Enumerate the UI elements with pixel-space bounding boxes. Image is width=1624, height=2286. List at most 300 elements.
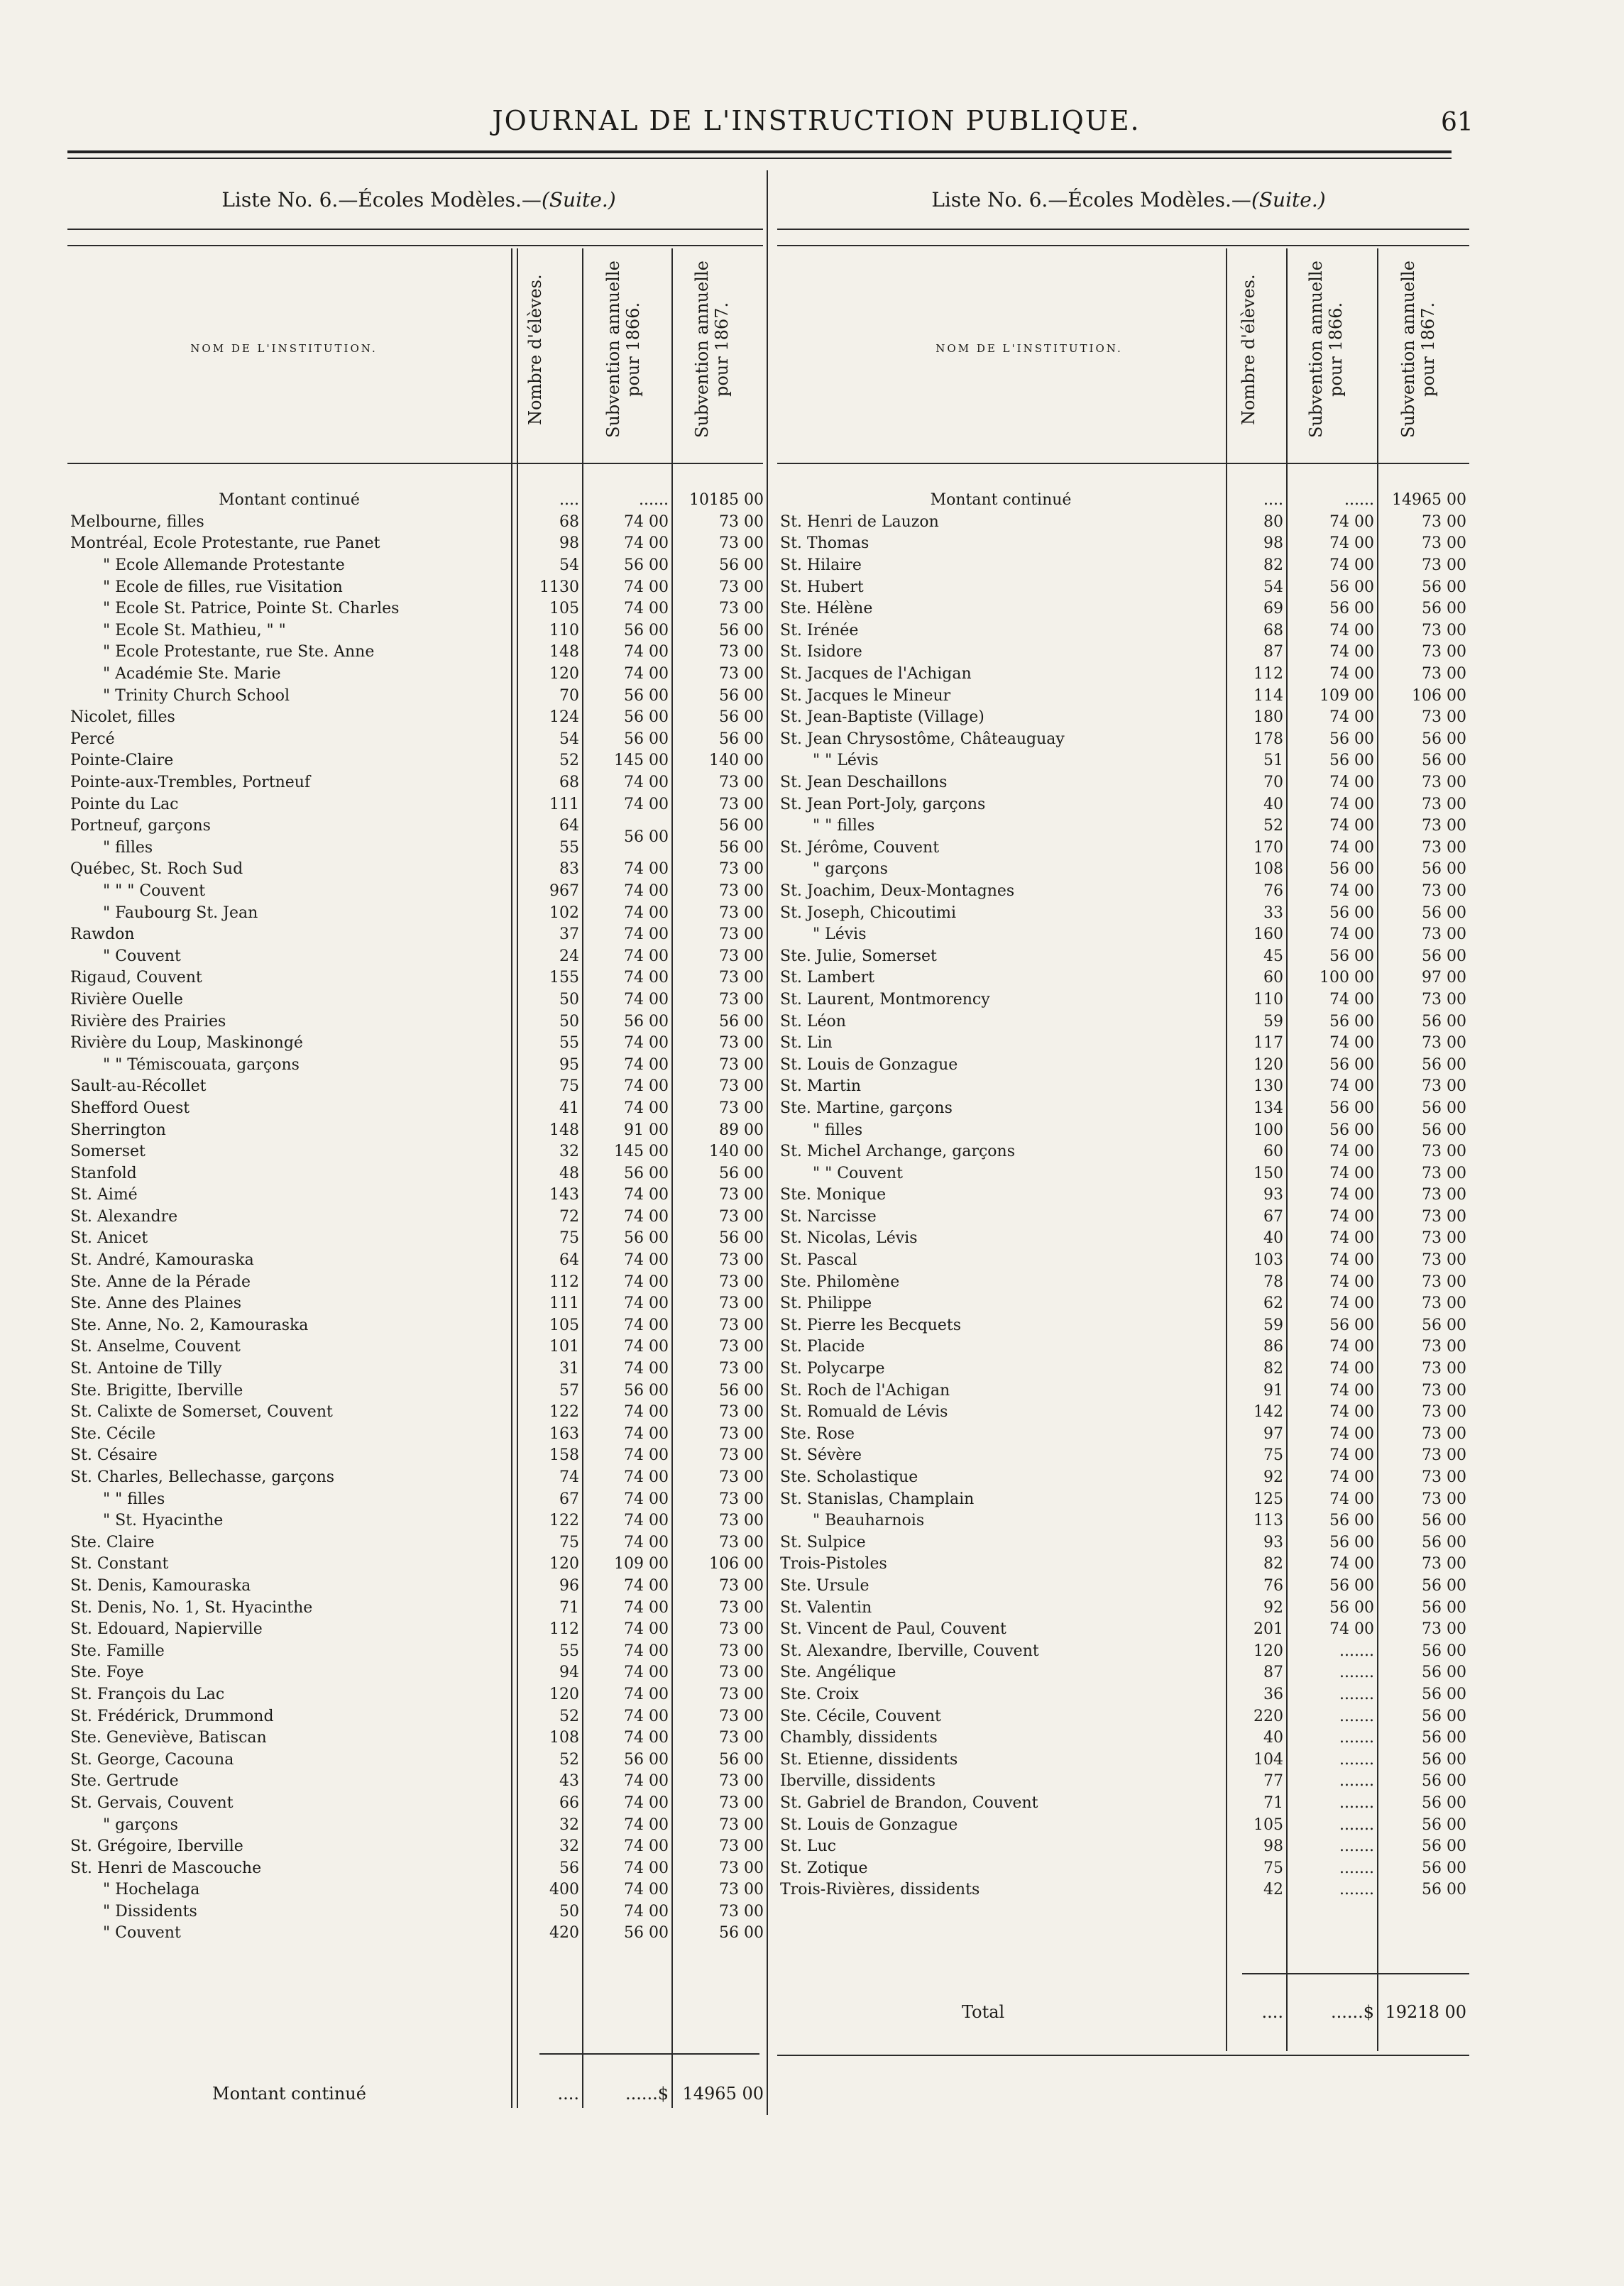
institution-name: Ste. Angélique bbox=[780, 1664, 896, 1682]
table-row bbox=[777, 902, 1469, 924]
left-col-1866-header: Subvention annuelle pour 1866. bbox=[603, 260, 643, 439]
subvention-1866: 74 00 bbox=[624, 903, 669, 922]
table-row bbox=[777, 859, 1469, 881]
eleves-count: 52 bbox=[559, 1750, 579, 1769]
eleves-count: 24 bbox=[559, 947, 579, 965]
institution-name: Ste. Croix bbox=[780, 1685, 859, 1703]
eleves-count: 143 bbox=[549, 1186, 579, 1204]
subvention-1867: 73 00 bbox=[1422, 1295, 1466, 1313]
table-row bbox=[777, 1033, 1469, 1055]
table-row bbox=[67, 1488, 767, 1510]
institution-name: Ste. Cécile bbox=[70, 1424, 156, 1443]
eleves-count: 124 bbox=[549, 708, 579, 727]
subvention-1867: 73 00 bbox=[1422, 1555, 1466, 1573]
table-row bbox=[777, 1879, 1469, 1901]
subvention-1866: 56 00 bbox=[624, 621, 669, 639]
subvention-1867: 73 00 bbox=[719, 1793, 764, 1812]
subvention-1866: 74 00 bbox=[1329, 556, 1374, 575]
eleves-count: 37 bbox=[559, 925, 579, 944]
subvention-1866: ....... bbox=[1339, 1707, 1374, 1725]
eleves-count: 120 bbox=[1253, 1055, 1283, 1074]
table-row bbox=[777, 1727, 1469, 1749]
subvention-1867: 73 00 bbox=[1422, 556, 1466, 575]
eleves-count: 95 bbox=[559, 1055, 579, 1074]
eleves-count: 70 bbox=[1263, 774, 1283, 792]
eleves-count: 71 bbox=[1263, 1793, 1283, 1812]
table-row bbox=[777, 1271, 1469, 1293]
eleves-count: 92 bbox=[1263, 1468, 1283, 1487]
subvention-1867: 56 00 bbox=[1422, 1121, 1466, 1139]
table-row bbox=[777, 1684, 1469, 1706]
right-col-1866-header: Subvention annuelle pour 1866. bbox=[1306, 260, 1346, 439]
subvention-1866: 91 00 bbox=[624, 1121, 669, 1139]
institution-name: Trois-Rivières, dissidents bbox=[780, 1881, 980, 1899]
eleves-count: 108 bbox=[1253, 860, 1283, 879]
subvention-1866: 74 00 bbox=[624, 643, 669, 661]
table-row bbox=[777, 1554, 1469, 1576]
eleves-count: 76 bbox=[1263, 1576, 1283, 1595]
eleves-count: 64 bbox=[559, 817, 579, 835]
institution-name: St. Anselme, Couvent bbox=[70, 1338, 241, 1356]
institution-name: St. Pierre les Becquets bbox=[780, 1316, 962, 1334]
table-row bbox=[67, 1684, 767, 1706]
subvention-1866: 74 00 bbox=[624, 774, 669, 792]
subvention-1867: 73 00 bbox=[719, 1099, 764, 1117]
right-bottom-rule bbox=[777, 2055, 1469, 2056]
subvention-1866: 74 00 bbox=[624, 1664, 669, 1682]
subvention-1866: 74 00 bbox=[1329, 1229, 1374, 1248]
institution-name: St. Gervais, Couvent bbox=[70, 1793, 234, 1812]
subvention-1867: 56 00 bbox=[1422, 1664, 1466, 1682]
table-row bbox=[777, 620, 1469, 642]
institution-name: Pointe-Claire bbox=[70, 752, 174, 770]
institution-name: " Faubourg St. Jean bbox=[103, 903, 258, 922]
subvention-1866: 74 00 bbox=[1329, 534, 1374, 553]
table-row bbox=[67, 1250, 767, 1272]
table-row bbox=[777, 1011, 1469, 1033]
institution-name: " Couvent bbox=[103, 1924, 181, 1942]
subvention-1866: 74 00 bbox=[624, 881, 669, 900]
table-row bbox=[67, 1054, 767, 1076]
subvention-1867: 56 00 bbox=[1422, 578, 1466, 596]
table-row bbox=[67, 793, 767, 815]
subvention-1867: 56 00 bbox=[1422, 1793, 1466, 1812]
table-row bbox=[777, 772, 1469, 794]
institution-name: St. Denis, No. 1, St. Hyacinthe bbox=[70, 1598, 313, 1617]
table-row bbox=[777, 1424, 1469, 1446]
subvention-1867: 73 00 bbox=[719, 1881, 764, 1899]
table-row bbox=[777, 707, 1469, 729]
subvention-1867: 73 00 bbox=[719, 1707, 764, 1725]
table-row bbox=[67, 1119, 767, 1141]
portneuf-brace-value: 56 00 bbox=[624, 828, 669, 846]
left-end-table bbox=[67, 2083, 767, 2105]
subvention-1866: 56 00 bbox=[624, 1164, 669, 1182]
eleves-count: 148 bbox=[549, 1121, 579, 1139]
subvention-1866: 56 00 bbox=[1329, 1512, 1374, 1530]
subvention-1866: 74 00 bbox=[1329, 1555, 1374, 1573]
institution-name: Ste. Claire bbox=[70, 1533, 155, 1551]
table-row bbox=[67, 555, 767, 577]
institution-name: St. Anicet bbox=[70, 1229, 148, 1248]
subvention-1866: 100 00 bbox=[1320, 969, 1374, 987]
eleves-count: 105 bbox=[1253, 1815, 1283, 1834]
subvention-1867: 73 00 bbox=[1422, 1381, 1466, 1400]
institution-name: " garçons bbox=[103, 1815, 178, 1834]
subvention-1866: 74 00 bbox=[1329, 1424, 1374, 1443]
eleves-count: 68 bbox=[559, 774, 579, 792]
subvention-1867: 73 00 bbox=[719, 1815, 764, 1834]
left-end-label: Montant continué bbox=[212, 2084, 366, 2104]
institution-name: " " Témiscouata, garçons bbox=[103, 1055, 300, 1074]
table-row bbox=[67, 642, 767, 664]
right-head-rule bbox=[777, 245, 1469, 246]
column-divider bbox=[767, 170, 768, 2115]
subvention-1866: 74 00 bbox=[624, 969, 669, 987]
institution-name: St. Alexandre bbox=[70, 1207, 178, 1226]
institution-name: St. Henri de Lauzon bbox=[780, 512, 939, 531]
subvention-1867: 56 00 bbox=[719, 1229, 764, 1248]
table-row bbox=[67, 1033, 767, 1055]
subvention-1867: 56 00 bbox=[1422, 600, 1466, 618]
institution-name: Ste. Anne, No. 2, Kamouraska bbox=[70, 1316, 309, 1334]
eleves-count: 112 bbox=[1253, 665, 1283, 683]
subvention-1867: 73 00 bbox=[1422, 512, 1466, 531]
eleves-count: 77 bbox=[1263, 1772, 1283, 1791]
institution-name: Ste. Foye bbox=[70, 1664, 144, 1682]
subvention-1867: 73 00 bbox=[719, 1424, 764, 1443]
institution-name: St. Luc bbox=[780, 1837, 836, 1856]
subvention-1866: ....... bbox=[1339, 1664, 1374, 1682]
institution-name: " " Lévis bbox=[813, 752, 879, 770]
subvention-1867: 73 00 bbox=[1422, 1338, 1466, 1356]
subvention-1867: 73 00 bbox=[1422, 1077, 1466, 1096]
subvention-1866: 74 00 bbox=[1329, 621, 1374, 639]
institution-name: St. Joachim, Deux-Montagnes bbox=[780, 881, 1015, 900]
subvention-1867: 73 00 bbox=[719, 947, 764, 965]
institution-name: St. Césaire bbox=[70, 1446, 158, 1465]
institution-name: Sherrington bbox=[70, 1121, 166, 1139]
institution-name: Iberville, dissidents bbox=[780, 1772, 936, 1791]
subvention-1866: 74 00 bbox=[624, 990, 669, 1009]
subvention-1867: 140 00 bbox=[709, 752, 764, 770]
subvention-1867: 73 00 bbox=[719, 925, 764, 944]
subvention-1866: 74 00 bbox=[624, 600, 669, 618]
left-list-title: Liste No. 6.—Écoles Modèles.—(Suite.) bbox=[221, 188, 616, 211]
right-col-name-header: NOM DE L'INSTITUTION. bbox=[936, 342, 1123, 355]
subvention-1867: 73 00 bbox=[719, 1772, 764, 1791]
subvention-1866: 74 00 bbox=[624, 1446, 669, 1465]
table-row bbox=[67, 1141, 767, 1163]
table-row bbox=[777, 1076, 1469, 1098]
subvention-1867: 73 00 bbox=[1422, 708, 1466, 727]
institution-name: " Ecole Allemande Protestante bbox=[103, 556, 345, 575]
institution-name: Percé bbox=[70, 730, 115, 748]
subvention-1866: 56 00 bbox=[1329, 903, 1374, 922]
institution-name: St. Jean Port-Joly, garçons bbox=[780, 795, 986, 813]
institution-name: Ste. Anne de la Pérade bbox=[70, 1273, 251, 1291]
institution-name: St. Grégoire, Iberville bbox=[70, 1837, 243, 1856]
table-row bbox=[777, 729, 1469, 751]
institution-name: " filles bbox=[813, 1121, 863, 1139]
institution-name: St. Lambert bbox=[780, 969, 874, 987]
table-row bbox=[67, 1011, 767, 1033]
eleves-count: 105 bbox=[549, 1316, 579, 1334]
subvention-1867: 56 00 bbox=[1422, 1642, 1466, 1660]
institution-name: St. Zotique bbox=[780, 1859, 868, 1877]
right-carried-row bbox=[777, 490, 1469, 512]
eleves-count: 92 bbox=[1263, 1598, 1283, 1617]
institution-name: St. Valentin bbox=[780, 1598, 872, 1617]
subvention-1867: 73 00 bbox=[719, 1598, 764, 1617]
subvention-1866: 74 00 bbox=[1329, 817, 1374, 835]
subvention-1866: 74 00 bbox=[624, 1881, 669, 1899]
subvention-1867: 73 00 bbox=[1422, 1360, 1466, 1378]
table-row bbox=[67, 1380, 767, 1402]
subvention-1867: 73 00 bbox=[1422, 1446, 1466, 1465]
subvention-1867: 56 00 bbox=[1422, 947, 1466, 965]
institution-name: " Lévis bbox=[813, 925, 867, 944]
eleves-count: 40 bbox=[1263, 795, 1283, 813]
institution-name: St. Frédérick, Drummond bbox=[70, 1707, 274, 1725]
institution-name: St. Jean-Baptiste (Village) bbox=[780, 708, 984, 727]
table-row bbox=[67, 902, 767, 924]
subvention-1866: 74 00 bbox=[624, 1424, 669, 1443]
table-row bbox=[777, 750, 1469, 772]
table-row bbox=[67, 1749, 767, 1771]
institution-name: Ste. Anne des Plaines bbox=[70, 1295, 242, 1313]
eleves-count: 69 bbox=[1263, 600, 1283, 618]
subvention-1866: 56 00 bbox=[1329, 1055, 1374, 1074]
subvention-1866: 74 00 bbox=[624, 665, 669, 683]
page-number: 61 bbox=[1441, 108, 1474, 137]
table-row bbox=[777, 837, 1469, 859]
subvention-1866: 56 00 bbox=[1329, 752, 1374, 770]
subvention-1867: 106 00 bbox=[1412, 686, 1466, 705]
eleves-count: 59 bbox=[1263, 1012, 1283, 1031]
subvention-1866: ....... bbox=[1339, 1750, 1374, 1769]
subvention-1866: 74 00 bbox=[624, 1729, 669, 1747]
subvention-1866: 74 00 bbox=[624, 1034, 669, 1053]
eleves-count: 111 bbox=[549, 795, 579, 813]
eleves-count: 114 bbox=[1253, 686, 1283, 705]
subvention-1866: 109 00 bbox=[614, 1555, 669, 1573]
eleves-count: 64 bbox=[559, 1251, 579, 1270]
table-row bbox=[67, 512, 767, 534]
left-head-rule bbox=[67, 245, 763, 246]
subvention-1867: 73 00 bbox=[719, 1403, 764, 1422]
eleves-count: 122 bbox=[549, 1403, 579, 1422]
subvention-1867: 73 00 bbox=[719, 1186, 764, 1204]
eleves-count: 94 bbox=[559, 1664, 579, 1682]
institution-name: Ste. Monique bbox=[780, 1186, 887, 1204]
subvention-1866: ....... bbox=[1339, 1729, 1374, 1747]
subvention-1866: 74 00 bbox=[624, 1685, 669, 1703]
subvention-1867: 73 00 bbox=[719, 860, 764, 879]
institution-name: St. Sévère bbox=[780, 1446, 862, 1465]
eleves-count: 45 bbox=[1263, 947, 1283, 965]
subvention-1867: 56 00 bbox=[719, 686, 764, 705]
table-row bbox=[777, 512, 1469, 534]
institution-name: St. Jean Deschaillons bbox=[780, 774, 948, 792]
subvention-1866: 74 00 bbox=[1329, 990, 1374, 1009]
subvention-1866: 56 00 bbox=[1329, 860, 1374, 879]
eleves-count: 59 bbox=[1263, 1316, 1283, 1334]
institution-name: St. Calixte de Somerset, Couvent bbox=[70, 1403, 333, 1422]
left-col-1867-header: Subvention annuelle pour 1867. bbox=[692, 260, 732, 439]
eleves-count: 97 bbox=[1263, 1424, 1283, 1443]
institution-name: " Trinity Church School bbox=[103, 686, 290, 705]
institution-name: Québec, St. Roch Sud bbox=[70, 860, 243, 879]
table-row bbox=[777, 1619, 1469, 1641]
institution-name: St. Charles, Bellechasse, garçons bbox=[70, 1468, 335, 1487]
institution-name: Ste. Hélène bbox=[780, 600, 873, 618]
subvention-1867: 73 00 bbox=[719, 1273, 764, 1291]
table-row bbox=[777, 1749, 1469, 1771]
institution-name: " filles bbox=[103, 838, 153, 857]
table-row bbox=[67, 620, 767, 642]
table-row bbox=[67, 924, 767, 946]
eleves-count: 112 bbox=[549, 1273, 579, 1291]
subvention-1867: 73 00 bbox=[1422, 1620, 1466, 1639]
institution-name: Stanfold bbox=[70, 1164, 137, 1182]
subvention-1866: 56 00 bbox=[1329, 578, 1374, 596]
eleves-count: 96 bbox=[559, 1576, 579, 1595]
institution-name: St. Placide bbox=[780, 1338, 865, 1356]
table-row bbox=[777, 793, 1469, 815]
subvention-1867: 73 00 bbox=[1422, 1207, 1466, 1226]
institution-name: " Hochelaga bbox=[103, 1881, 200, 1899]
subvention-1867: 73 00 bbox=[719, 1295, 764, 1313]
subvention-1866: 74 00 bbox=[1329, 1490, 1374, 1508]
table-row bbox=[777, 1228, 1469, 1250]
subvention-1866: 56 00 bbox=[624, 1012, 669, 1031]
subvention-1867: 73 00 bbox=[1422, 665, 1466, 683]
subvention-1867: 73 00 bbox=[719, 578, 764, 596]
subvention-1867: 73 00 bbox=[1422, 1251, 1466, 1270]
subvention-1867: 73 00 bbox=[719, 1338, 764, 1356]
eleves-count: 40 bbox=[1263, 1729, 1283, 1747]
subvention-1867: 73 00 bbox=[719, 1642, 764, 1660]
right-carried-label: Montant continué bbox=[930, 491, 1072, 510]
subvention-1866: 74 00 bbox=[1329, 925, 1374, 944]
institution-name: St. Jérôme, Couvent bbox=[780, 838, 940, 857]
subvention-1866: ....... bbox=[1339, 1772, 1374, 1791]
institution-name: " " filles bbox=[103, 1490, 165, 1508]
table-row bbox=[67, 1619, 767, 1641]
table-row bbox=[67, 1098, 767, 1120]
institution-name: St. Aimé bbox=[70, 1186, 138, 1204]
institution-name: " Beauharnois bbox=[813, 1512, 925, 1530]
subvention-1867: 73 00 bbox=[719, 881, 764, 900]
subvention-1866: 74 00 bbox=[1329, 1381, 1374, 1400]
eleves-count: 163 bbox=[549, 1424, 579, 1443]
subvention-1867: 73 00 bbox=[719, 1055, 764, 1074]
eleves-count: 54 bbox=[559, 556, 579, 575]
subvention-1867: 56 00 bbox=[1422, 1598, 1466, 1617]
table-row bbox=[777, 815, 1469, 837]
subvention-1867: 56 00 bbox=[719, 621, 764, 639]
table-row bbox=[777, 685, 1469, 707]
subvention-1866: 74 00 bbox=[1329, 643, 1374, 661]
subvention-1866: 74 00 bbox=[624, 1468, 669, 1487]
subvention-1866: 74 00 bbox=[1329, 774, 1374, 792]
institution-name: St. Gabriel de Brandon, Couvent bbox=[780, 1793, 1038, 1812]
table-row bbox=[67, 881, 767, 903]
subvention-1867: 56 00 bbox=[1422, 1815, 1466, 1834]
institution-name: Ste. Scholastique bbox=[780, 1468, 918, 1487]
institution-name: St. Stanislas, Champlain bbox=[780, 1490, 975, 1508]
eleves-count: 43 bbox=[559, 1772, 579, 1791]
eleves-count: 158 bbox=[549, 1446, 579, 1465]
table-row bbox=[67, 1662, 767, 1684]
subvention-1866: 74 00 bbox=[624, 1403, 669, 1422]
institution-name: Pointe du Lac bbox=[70, 795, 179, 813]
institution-name: St. Jean Chrysostôme, Châteauguay bbox=[780, 730, 1065, 748]
left-carried-row bbox=[67, 490, 767, 512]
subvention-1866: 74 00 bbox=[624, 947, 669, 965]
table-row bbox=[777, 642, 1469, 664]
table-row bbox=[67, 533, 767, 555]
subvention-1867: 56 00 bbox=[719, 817, 764, 835]
subvention-1866: 74 00 bbox=[624, 1707, 669, 1725]
right-total-table bbox=[777, 2001, 1469, 2023]
subvention-1866: ....... bbox=[1339, 1815, 1374, 1834]
table-row bbox=[777, 1445, 1469, 1467]
eleves-count: 100 bbox=[1253, 1121, 1283, 1139]
subvention-1867: 73 00 bbox=[1422, 1424, 1466, 1443]
institution-name: Somerset bbox=[70, 1143, 146, 1161]
subvention-1867: 73 00 bbox=[1422, 1490, 1466, 1508]
subvention-1867: 73 00 bbox=[719, 1316, 764, 1334]
subvention-1866: 74 00 bbox=[1329, 1620, 1374, 1639]
institution-name: Trois-Pistoles bbox=[780, 1555, 887, 1573]
table-row bbox=[777, 1358, 1469, 1380]
eleves-count: 120 bbox=[549, 1685, 579, 1703]
eleves-count: 101 bbox=[549, 1338, 579, 1356]
subvention-1866: ....... bbox=[1339, 1859, 1374, 1877]
eleves-count: 134 bbox=[1253, 1099, 1283, 1117]
subvention-1867: 56 00 bbox=[1422, 752, 1466, 770]
subvention-1866: 56 00 bbox=[624, 1381, 669, 1400]
institution-name: Ste. Cécile, Couvent bbox=[780, 1707, 941, 1725]
subvention-1867: 73 00 bbox=[719, 1077, 764, 1096]
institution-name: St. Laurent, Montmorency bbox=[780, 990, 990, 1009]
subvention-1866: 74 00 bbox=[624, 1077, 669, 1096]
table-row bbox=[67, 1358, 767, 1380]
eleves-count: 103 bbox=[1253, 1251, 1283, 1270]
subvention-1866: 74 00 bbox=[1329, 1360, 1374, 1378]
subvention-1867: 73 00 bbox=[719, 1576, 764, 1595]
table-row bbox=[67, 664, 767, 686]
eleves-count: 75 bbox=[559, 1077, 579, 1096]
eleves-count: 160 bbox=[1253, 925, 1283, 944]
eleves-count: 93 bbox=[1263, 1533, 1283, 1551]
table-row bbox=[777, 576, 1469, 598]
subvention-1867: 73 00 bbox=[719, 990, 764, 1009]
subvention-1867: 56 00 bbox=[1422, 1881, 1466, 1899]
institution-name: St. Louis de Gonzague bbox=[780, 1815, 958, 1834]
institution-name: " Dissidents bbox=[103, 1902, 197, 1920]
subvention-1866: 74 00 bbox=[1329, 1338, 1374, 1356]
table-row bbox=[67, 1554, 767, 1576]
eleves-count: 33 bbox=[1263, 903, 1283, 922]
table-row bbox=[777, 1163, 1469, 1185]
institution-name: Ste. Julie, Somerset bbox=[780, 947, 937, 965]
institution-name: St. Hilaire bbox=[780, 556, 862, 575]
table-row bbox=[67, 1510, 767, 1532]
subvention-1867: 73 00 bbox=[1422, 881, 1466, 900]
